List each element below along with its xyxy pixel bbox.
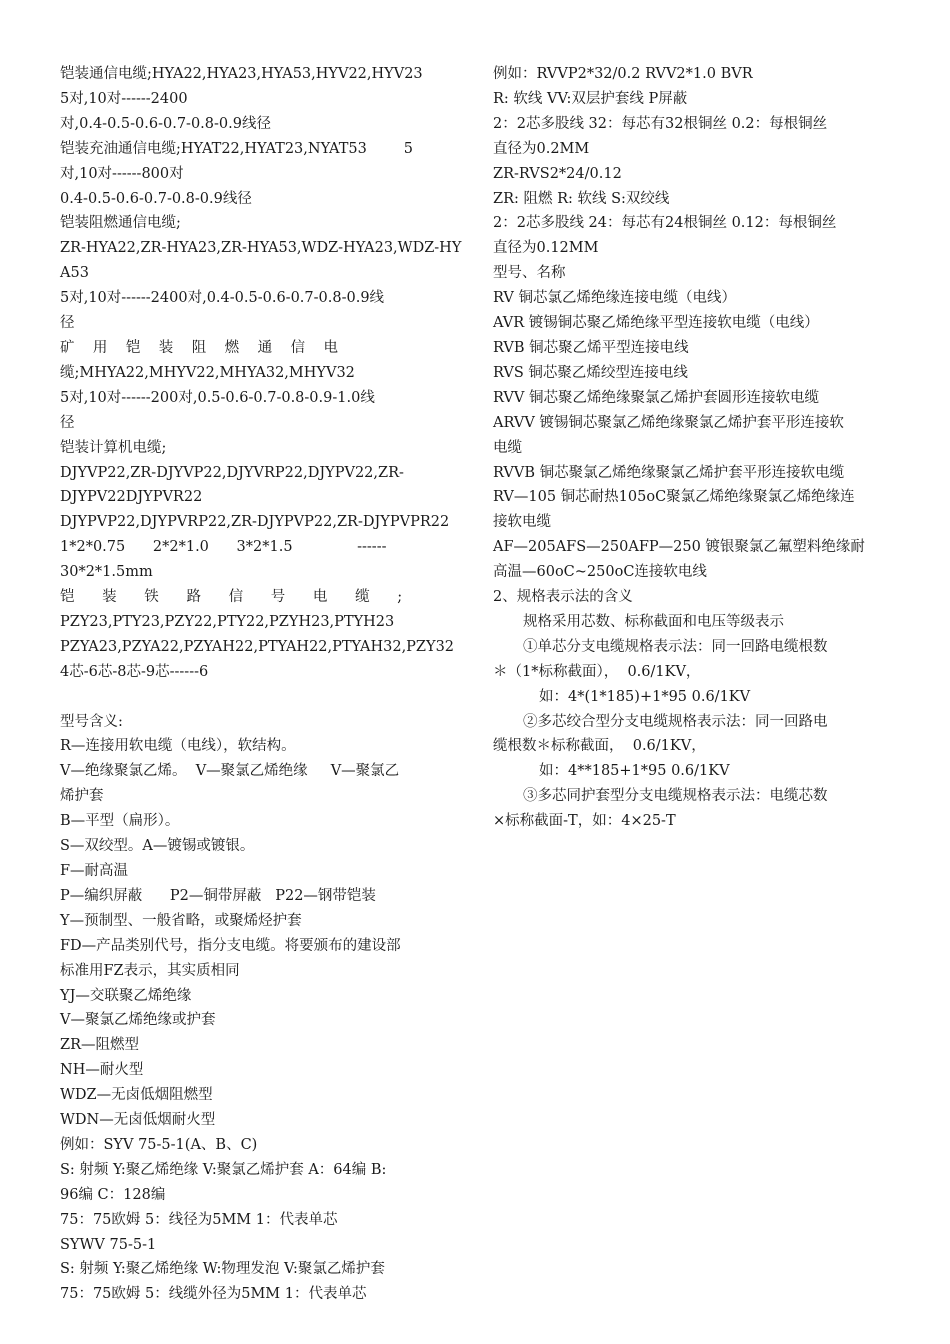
left-column-line: 铠装阻燃通信电缆; (60, 215, 181, 232)
right-column-line: ＊（1*标称截面）， 0.6/1KV， (493, 663, 701, 680)
left-column-line: 型号含义: (60, 713, 123, 730)
right-column-line: 例如：RVVP2*32/0.2 RVV2*1.0 BVR (493, 66, 753, 82)
left-column-line: 标准用FZ表示，其实质相同 (60, 962, 240, 979)
left-column-line: DJYVP22,ZR-DJYVP22,DJYVRP22,DJYPV22,ZR- (60, 464, 404, 481)
right-column-line: 2、规格表示法的含义 (493, 589, 633, 606)
left-column-line: SYWV 75-5-1 (60, 1236, 157, 1253)
left-column-line: F—耐高温 (60, 862, 129, 879)
left-column-line: S: 射频 Y:聚乙烯绝缘 W:物理发泡 V:聚氯乙烯护套 (60, 1261, 385, 1278)
left-column-line: 铠 装 铁 路 信 号 电 缆 ; (60, 589, 403, 606)
right-column-line: RVB 铜芯聚乙烯平型连接电线 (493, 339, 689, 356)
left-column-line: V—绝缘聚氯乙烯。 V—聚氯乙烯绝缘 V—聚氯乙 (60, 763, 400, 780)
right-column-line: 规格采用芯数、标称截面和电压等级表示 (523, 613, 784, 630)
left-column-line: 对,0.4-0.5-0.6-0.7-0.8-0.9线径 (60, 115, 271, 132)
left-column-line: 0.4-0.5-0.6-0.7-0.8-0.9线径 (60, 190, 252, 207)
left-column-line: 对,10对------800对 (60, 165, 184, 182)
left-column-line: PZY23,PTY23,PZY22,PTY22,PZYH23,PTYH23 (60, 613, 395, 630)
right-column-line: 缆根数＊标称截面， 0.6/1KV， (493, 738, 706, 755)
right-column-line: 电缆 (493, 439, 522, 456)
right-column-line: ZR-RVS2*24/0.12 (493, 165, 622, 182)
right-column-line: 如：4**185+1*95 0.6/1KV (539, 763, 730, 780)
left-column-line (60, 685, 462, 710)
left-column-line: 75：75欧姆 5：线缆外径为5MM 1：代表单芯 (60, 1286, 367, 1303)
left-column-line: 96编 C：128编 (60, 1186, 166, 1203)
left-column-line: 矿 用 铠 装 阻 燃 通 信 电 (60, 339, 338, 356)
right-column-line: 直径为0.2MM (493, 140, 590, 157)
left-column-line: 铠装计算机电缆; (60, 439, 167, 456)
left-column-line: DJYPV22DJYPVR22 (60, 489, 203, 506)
right-column-line: 接软电缆 (493, 514, 551, 531)
left-column-line: 径 (60, 414, 75, 431)
left-column-line: V—聚氯乙烯绝缘或护套 (60, 1012, 216, 1029)
left-column-line: S: 射频 Y:聚乙烯绝缘 V:聚氯乙烯护套 A：64编 B: (60, 1161, 387, 1178)
right-column-line: R: 软线 VV:双层护套线 P屏蔽 (493, 90, 688, 107)
right-column-line: ①单芯分支电缆规格表示法：同一回路电缆根数 (523, 638, 828, 655)
left-column-line: FD—产品类别代号，指分支电缆。将要颁布的建设部 (60, 937, 401, 954)
left-column-line: 1*2*0.75 2*2*1.0 3*2*1.5 ------ (60, 539, 387, 556)
left-column-line: 5对,10对------2400 (60, 90, 188, 107)
left-column-line: 4芯-6芯-8芯-9芯------6 (60, 663, 209, 680)
right-column-line: AVR 镀锡铜芯聚乙烯绝缘平型连接软电缆（电线） (493, 315, 819, 332)
left-column-line: Y—预制型、一般省略，或聚烯烃护套 (60, 912, 302, 929)
right-column-line: ③多芯同护套型分支电缆规格表示法：电缆芯数 (523, 788, 828, 805)
left-column-line: NH—耐火型 (60, 1062, 144, 1079)
left-column-line: ZR—阻燃型 (60, 1037, 139, 1054)
left-column-line: PZYA23,PZYA22,PZYAH22,PTYAH22,PTYAH32,PZY32 (60, 638, 455, 655)
left-column-line: DJYPVP22,DJYPVRP22,ZR-DJYPVP22,ZR-DJYPVPR22 (60, 514, 450, 531)
right-column-line: AF—205AFS—250AFP—250 镀银聚氯乙氟塑料绝缘耐 (493, 539, 865, 556)
right-column-line: RVV 铜芯聚乙烯绝缘聚氯乙烯护套圆形连接软电缆 (493, 389, 819, 406)
left-column-line: 烯护套 (60, 788, 104, 805)
left-column-line: ZR-HYA22,ZR-HYA23,ZR-HYA53,WDZ-HYA23,WDZ-HYA53 (60, 240, 462, 282)
left-column-line: B—平型（扁形）。 (60, 813, 180, 830)
left-column-line: S—双绞型。A—镀锡或镀银。 (60, 838, 255, 855)
right-column-line: 2：2芯多股线 24：每芯有24根铜丝 0.12：每根铜丝 (493, 215, 837, 232)
left-column-line: 30*2*1.5mm (60, 564, 153, 581)
left-column-line: WDZ—无卤低烟阻燃型 (60, 1087, 213, 1104)
left-column (60, 62, 462, 1307)
left-column-line: P—编织屏蔽 P2—铜带屏蔽 P22—钢带铠装 (60, 887, 376, 904)
right-column-line: RV—105 铜芯耐热105oC聚氯乙烯绝缘聚氯乙烯绝缘连 (493, 489, 855, 506)
right-column-line: RVVB 铜芯聚氯乙烯绝缘聚氯乙烯护套平形连接软电缆 (493, 464, 845, 481)
left-column-line: 5对,10对------200对,0.5-0.6-0.7-0.8-0.9-1.0线 (60, 389, 375, 406)
right-column-line: 直径为0.12MM (493, 240, 599, 257)
right-column-line: 如：4*(1*185)+1*95 0.6/1KV (539, 688, 751, 705)
right-column-line: ×标称截面-T，如：4×25-T (493, 813, 676, 830)
left-column-line: 例如：SYV 75-5-1(A、B、C) (60, 1136, 258, 1153)
right-column-line: ②多芯绞合型分支电缆规格表示法：同一回路电 (523, 713, 828, 730)
left-column-line: 缆;MHYA22,MHYV22,MHYA32,MHYV32 (60, 364, 355, 381)
left-column-line: 5对,10对------2400对,0.4-0.5-0.6-0.7-0.8-0.9线 (60, 290, 385, 307)
right-column-line: 高温—60oC~250oC连接软电线 (493, 564, 707, 581)
right-column-line: 型号、名称 (493, 265, 566, 282)
left-column-line: YJ—交联聚乙烯绝缘 (60, 987, 192, 1004)
right-column-line: RVS 铜芯聚乙烯绞型连接电线 (493, 364, 688, 381)
right-column-line: RV 铜芯氯乙烯绝缘连接电缆（电线） (493, 290, 736, 307)
right-column (493, 62, 893, 834)
right-column-line: ARVV 镀锡铜芯聚氯乙烯绝缘聚氯乙烯护套平形连接软 (493, 414, 844, 431)
left-column-line: 75：75欧姆 5：线径为5MM 1：代表单芯 (60, 1211, 338, 1228)
left-column-line: 径 (60, 315, 75, 332)
left-column-line: 铠装充油通信电缆;HYAT22,HYAT23,NYAT53 5 (60, 140, 413, 157)
right-column-line: 2：2芯多股线 32：每芯有32根铜丝 0.2：每根铜丝 (493, 115, 828, 132)
left-column-line: R—连接用软电缆（电线），软结构。 (60, 738, 296, 755)
left-column-line: 铠装通信电缆;HYA22,HYA23,HYA53,HYV22,HYV23 (60, 66, 423, 82)
left-column-line: WDN—无卤低烟耐火型 (60, 1112, 216, 1129)
right-column-line: ZR: 阻燃 R: 软线 S:双绞线 (493, 190, 670, 207)
